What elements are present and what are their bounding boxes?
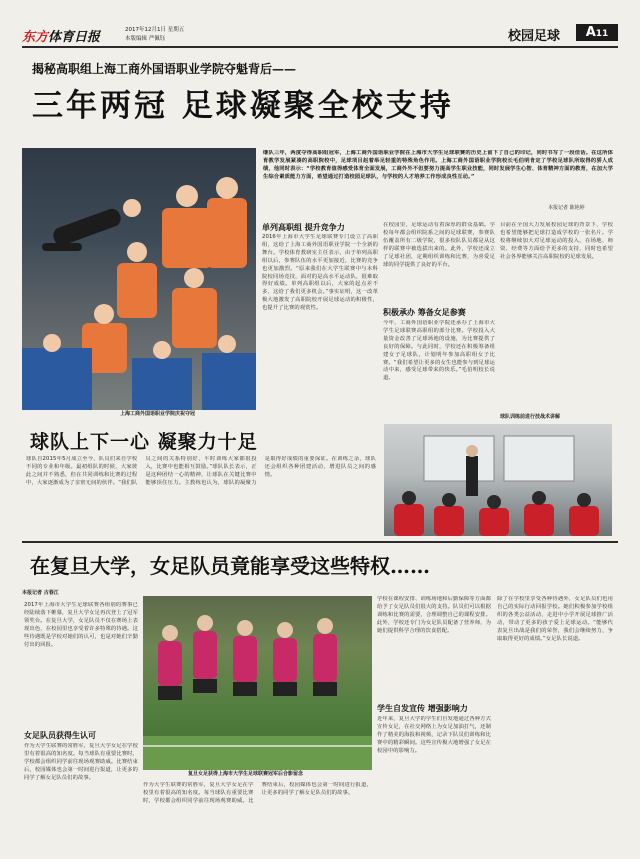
bottom-story-column-1a: 2017年上海市大学生足球联赛各组别的赛事已经陆续落下帷幕，复旦大学女足再次登上了冠军领奖台。在复旦大学，女足队员不仅在赛场上表现出色，在校园里也享受着许多特殊的待遇。这些待遇既是学校对她们的认可，也是对她们辛勤付出的回报。	[24, 602, 138, 648]
top-story-headline: 三年两冠 足球凝聚全校支持	[32, 88, 454, 124]
page-editor: 本版编辑 严佩钰	[125, 36, 166, 42]
womens-team-illustration	[143, 596, 372, 770]
bottom-story-byline: 本报记者 古春江	[22, 590, 59, 596]
subhead-single-division: 单列高职组 提升竞争力	[262, 223, 345, 232]
masthead	[22, 22, 618, 48]
subhead-women-team: 积极承办 筹备女足参赛	[383, 308, 466, 317]
section-divider	[22, 541, 618, 543]
bottom-story-column-3a: 学校在课程安排、训练场地和后勤保障等方面都给予了女足队员们很大的支持。队员们可以根据训练和比赛的需要，合理调整自己的课程安排。此外，学校还专门为女足队员配备了营养师，为她们提供科学合理的饮食搭配。	[377, 596, 491, 634]
bottom-story-column-1b: 作为大学生联赛的常胜军，复旦大学女足在学校里有着很高的知名度。每当球队有重要比赛时，学校都会组织同学前往现场观赛助威。比赛结束后，校园媒体也会第一时间进行报道，让更多的同学了解女足队员们的故事。	[24, 743, 138, 781]
celebration-photo-caption: 上海工商外国语职业学院庆祝夺冠	[120, 411, 196, 417]
top-story-column-1: 2016年上海市大学生足球联赛专门设立了高职组，这给了上海工商外国语职业学院一个全新的舞台。学校体育教研室主任表示，由于单列高职组以后，参赛队伍的水平更加接近，比赛的竞争也更加激烈。“原来我们在大学生联赛中与本科院校同场竞技，面对的是高水平运动队，很难取得好成绩。单列高职组以后，大家的起点差不多，这给了我们更多机会。”事实证明，这一改革极大地激发了高职院校开展足球运动的积极性，也提升了比赛的观赏性。	[262, 234, 378, 312]
top-story-byline: 本报记者 陈艳婷	[548, 205, 585, 211]
subhead-student-promotion: 学生自发宣传 增强影响力	[377, 704, 468, 713]
page-number: A11	[576, 24, 618, 41]
training-illustration	[384, 424, 612, 536]
newspaper-logo: 东方体育日报	[22, 30, 101, 45]
womens-team-photo-caption: 复旦女足获得上海市大学生足球联赛冠军后合影留念	[188, 771, 304, 777]
top-story-kicker: 揭秘高职组上海工商外国语职业学院夺魁背后——	[32, 62, 297, 76]
masthead-rule	[22, 46, 618, 48]
subhead-students-recognition: 女足队员获得生认可	[24, 731, 96, 740]
celebration-photo	[22, 148, 256, 410]
mid-story-column-1: 球队自2015年5月成立至今，队员们来自学校不同的专业和年级。最初组队的时候，大家彼此之间并不熟悉，但在共同训练和比赛的过程中，大家逐渐成为了亲密无间的伙伴。“我们队员之间的关系特别好，平时训练大家都很投入，比赛中也能相互鼓励。”球队队长表示，正是这种团结一心的精神，让球队在关键比赛中能够顶住压力。主教练也认为，球队的凝聚力是取得好成绩的重要保证。在训练之余，球队还会组织各种团建活动，增进队员之间的感情。	[26, 456, 376, 486]
section-title: 校园足球	[508, 29, 561, 44]
top-story-lead: 继队三年，两度夺得高职组冠军，上海工商外国语职业学院在上海市大学生足球联赛的历史上留下了自己的印记，同时书写了一段佳话。在这所体育教学发展紧凑的高职院校中，足球项目赵着举足轻重的特殊角色作用。上海工商外国语职业学院校长毛伯明肯定了学校足球队所取得的骄人成绩，他同时表示：“学校教育值得感受体育全面发展，工商外外不但要努力提高学生职业技能，同时发展学生心智、体育精神方面的教育，在加大学生综合素质能力方面，希望通过打造校园足球队，与学校的人才培养工作形成良性互动。”	[263, 150, 613, 180]
top-story-column-2b: 今年，工商外国语职业学院还承办了上海市大学生足球联赛高职组的部分比赛。学校投入大量资金改善了足球场地的设施，为比赛提供了良好的保障。与此同时，学校还在积极筹备组建女子足球队，计划明年参加高职组女子比赛。“我们希望让更多的女生也能参与到足球运动中来，感受足球带来的快乐。”毛伯明校长说道。	[383, 320, 495, 382]
womens-team-photo	[143, 596, 372, 770]
top-story-column-2a: 在校园里，足球运动有着深厚的群众基础。学校每年都会组织院系之间的足球联赛，参赛队伍覆盖所有二级学院，很多校队队员都是从这样的联赛中被选拔出来的。此外，学校还成立了足球社团，定期组织训练和比赛，为喜爱足球的同学提供了良好的平台。	[383, 222, 495, 268]
training-photo	[384, 424, 612, 536]
top-story-column-3: 目前在全国大力发展校园足球的背景下，学校也希望能够把足球打造成学校的一张名片。学校将继续加大对足球运动的投入，在场地、师资、经费等方面给予更多的支持，同时也希望社会各界能够关注高职院校的足球发展。	[500, 222, 613, 260]
bottom-story-column-4: 除了在学校里享受各种待遇外，女足队员们也用自己的实际行动回报学校。她们积极参加学校组织的各类公益活动，走进中小学开展足球推广活动，带动了更多的孩子爱上足球运动。“能够代表复旦出战是我们的荣誉，我们会继续努力，争取取得更好的成绩。”女足队长说道。	[497, 596, 613, 642]
bottom-story-headline: 在复旦大学，女足队员竟能享受这些特权……	[30, 554, 430, 578]
bottom-story-column-3b: 近年来，复旦大学的学生们自发地通过各种方式宣传女足，在社交网络上为女足加油打气，还制作了精美的海报和视频，记录下队员们训练和比赛中的精彩瞬间。这些宣传极大地增强了女足在校园中的影响力。	[377, 716, 491, 754]
bottom-story-under-photo: 作为大学生联赛的常胜军，复旦大学女足在学校里有着很高的知名度。每当球队有重要比赛时，学校都会组织同学前往现场观赛助威。比赛结束后，校园媒体也会第一时间进行报道，让更多的同学了解女足队员们的故事。	[143, 782, 372, 804]
celebration-illustration	[22, 148, 256, 410]
training-photo-caption: 球队训练前进行技战术讲解	[500, 414, 561, 420]
issue-date: 2017年12月1日 星期五	[125, 27, 185, 33]
mid-story-headline: 球队上下一心 凝聚力十足	[30, 431, 258, 453]
